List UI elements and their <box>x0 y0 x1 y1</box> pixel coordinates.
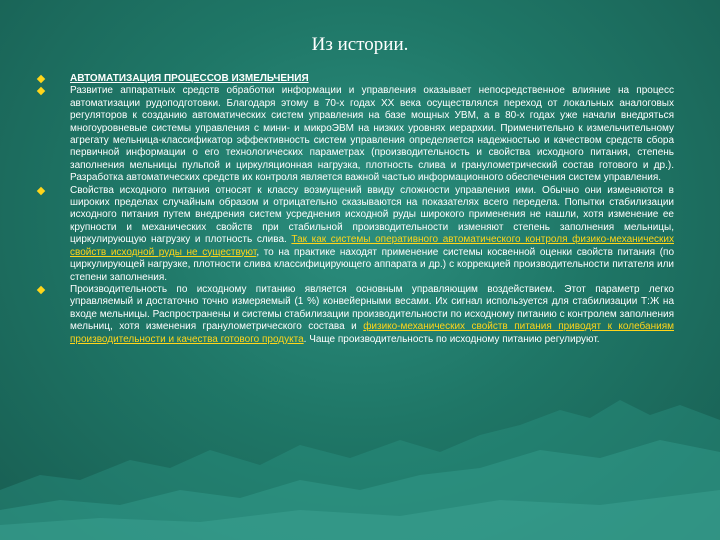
link-control-systems[interactable]: Так как системы оперативного автоматического контроля физико-механических свойств исходной руды не существуют <box>70 234 674 258</box>
diamond-bullet-icon <box>37 75 45 83</box>
diamond-bullet-icon <box>37 186 45 194</box>
paragraph-3-text: Производительность по исходному питанию является основным управляющим воздействием. Этот параметр легко управляемый и достаточно точно измеряемый (1 %) конвейерными весами. Их сигнал используется для стабилизации Т:Ж на входе мельницы. Распространены и системы стабилизации производительности по исходному питанию с контролем заполнения мельниц, хотя изменения гранулометрического состава и <box>70 283 674 333</box>
paragraph-development: Развитие аппаратных средств обработки информации и управления оказывает непосредственное влияние на процесс автоматизации рудоподготовки. Благодаря этому в 70-х годах XX века осуществлялся переход от локальных аналоговых регуляторов к созданию автоматических систем управления на базе мощных УВМ, а в 80-х годах уже начали внедряться многоуровневые системы управления с мини- и микроЭВМ на низких уровнях иерархии. Применительно к измельчительному агрегату мельница-классификатор эффективность систем управления определяется надежностью и качеством средств сбора первичной информации о его технологических параметрах (производительность и свойства исходного питания, степень заполнения мельницы пульпой и циркуляционная нагрузка, плотность слива и гранулометрический состав готового и др.). Разработка автоматических средств их контроля является важной частью информационного обеспечения систем управления. <box>70 85 674 184</box>
content-list <box>38 73 674 346</box>
link-feed-properties[interactable]: физико-механических свойств питания приводят к колебаниям производительности и качества готового продукта <box>70 321 674 345</box>
diamond-bullet-icon <box>37 87 45 95</box>
diamond-bullet-icon <box>37 286 45 294</box>
paragraph-3-text-end: . Чаще производительность по исходному питанию регулируют. <box>303 333 600 345</box>
bullet-paragraph-2 <box>38 185 674 284</box>
section-heading: АВТОМАТИЗАЦИЯ ПРОЦЕССОВ ИЗМЕЛЬЧЕНИЯ <box>70 73 309 84</box>
bullet-heading <box>38 73 674 85</box>
paragraph-2-text: Свойства исходного питания относят к классу возмущений ввиду сложности управления ими. Обычно они изменяются в широких пределах случайным образом и отрицательно сказываются на показателях всего передела. Попытки стабилизации исходного питания путем внедрения систем усреднения исходной руды широкого применения не нашли, хотя изменение ее крупности и механических свойств при стабильной производительности изменяют степень заполнения мельницы, циркулирующую нагрузку и плотность слива. <box>70 184 674 246</box>
slide-title: Из истории. <box>311 34 409 55</box>
paragraph-feed-properties <box>70 185 674 284</box>
paragraph-2-text-end: , то на практике находят применение системы косвенной оценки свойств питания (по циркулирующей нагрузке, плотности слива классифицирующего аппарата и др.) с коррекцией производительности питателя или степени заполнения. <box>70 246 675 283</box>
mountain-background <box>0 340 720 540</box>
paragraph-productivity <box>70 284 674 346</box>
bullet-paragraph-3 <box>38 284 674 346</box>
bullet-paragraph-1 <box>38 85 674 184</box>
